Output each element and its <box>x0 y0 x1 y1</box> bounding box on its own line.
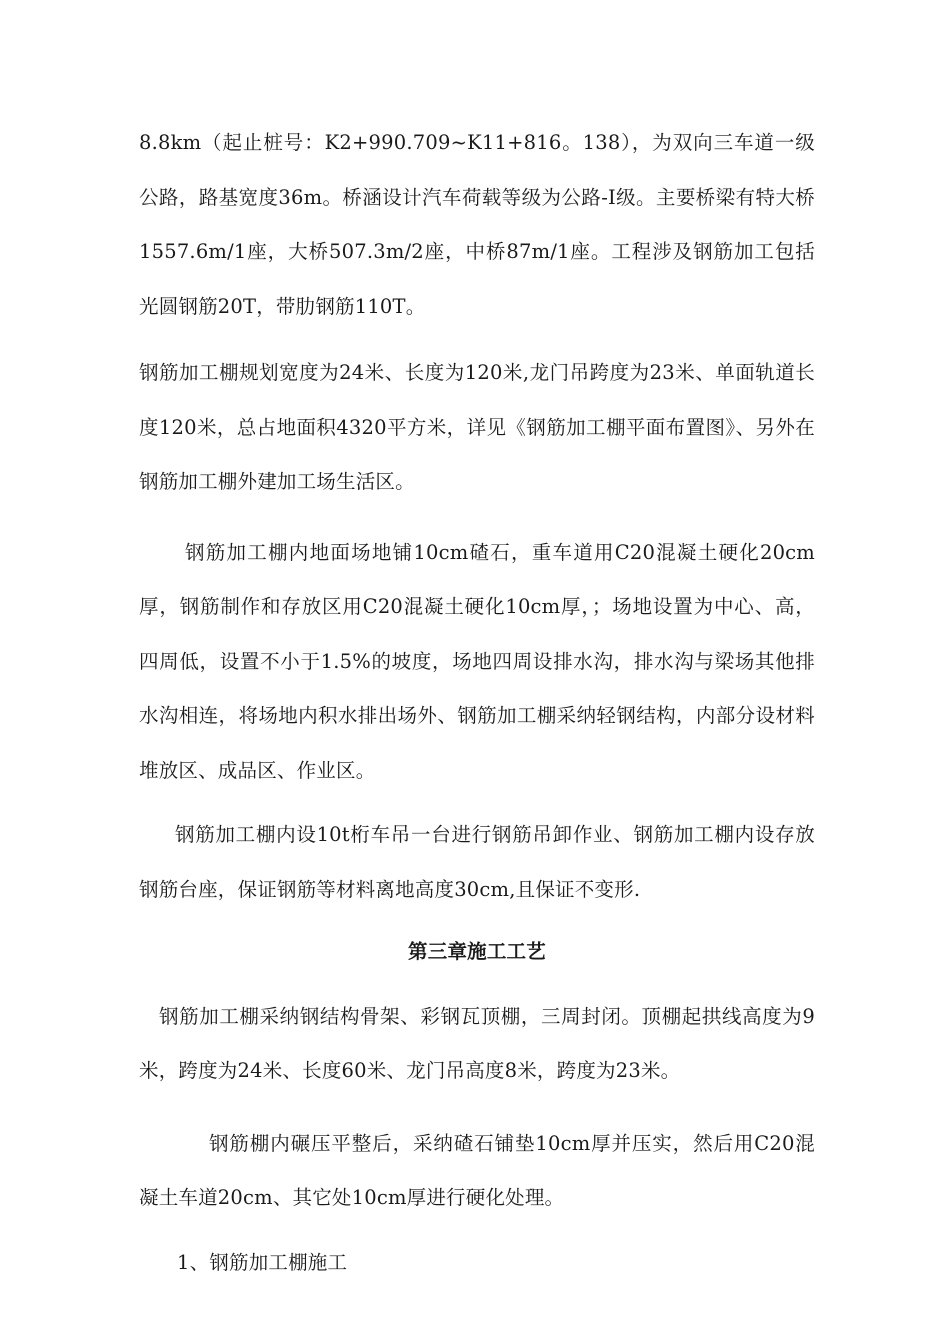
paragraph-shed-plan: 钢筋加工棚规划宽度为24米、长度为120米,龙门吊跨度为23米、单面轨道长度120米，总占地面积4320平方米，详见《钢筋加工棚平面布置图》、另外在钢筋加工棚外建加工场生活区。 <box>139 361 815 493</box>
paragraph-ground-hardening: 钢筋加工棚内地面场地铺10cm碴石，重车道用C20混凝土硬化20cm厚，钢筋制作和存放区用C20混凝土硬化10cm厚，；场地设置为中心、高，四周低，设置不小于1.5%的坡度，场地四周设排水沟，排水沟与梁场其他排水沟相连，将场地内积水排出场外、钢筋加工棚采纳轻钢结构，内部分设材料堆放区、成品区、作业区。 <box>139 540 815 782</box>
paragraph-steel-structure: 钢筋加工棚采纳钢结构骨架、彩钢瓦顶棚，三周封闭。顶棚起拱线高度为9米，跨度为24米、长度60米、龙门吊高度8米，跨度为23米。 <box>139 1004 815 1082</box>
chapter-heading: 第三章施工工艺 <box>408 940 546 963</box>
section-heading-shed-construction: 1、钢筋加工棚施工 <box>177 1250 348 1274</box>
document-body <box>139 116 815 1290</box>
paragraph-rolling-hardening: 钢筋棚内碾压平整后，采纳碴石铺垫10cm厚并压实，然后用C20混凝土车道20cm、其它处10cm厚进行硬化处理。 <box>139 1131 815 1209</box>
paragraph-project-overview: 8.8km（起止桩号：K2+990.709~K11+816。138），为双向三车道一级公路，路基宽度36m。桥涵设计汽车荷载等级为公路-I级。主要桥梁有特大桥1557.6m/1座，大桥507.3m/2座，中桥87m/1座。工程涉及钢筋加工包括光圆钢筋20T，带肋钢筋110T。 <box>139 131 815 318</box>
paragraph-crane-storage: 钢筋加工棚内设10t桁车吊一台进行钢筋吊卸作业、钢筋加工棚内设存放钢筋台座，保证钢筋等材料离地高度30cm,且保证不变形. <box>139 823 815 901</box>
